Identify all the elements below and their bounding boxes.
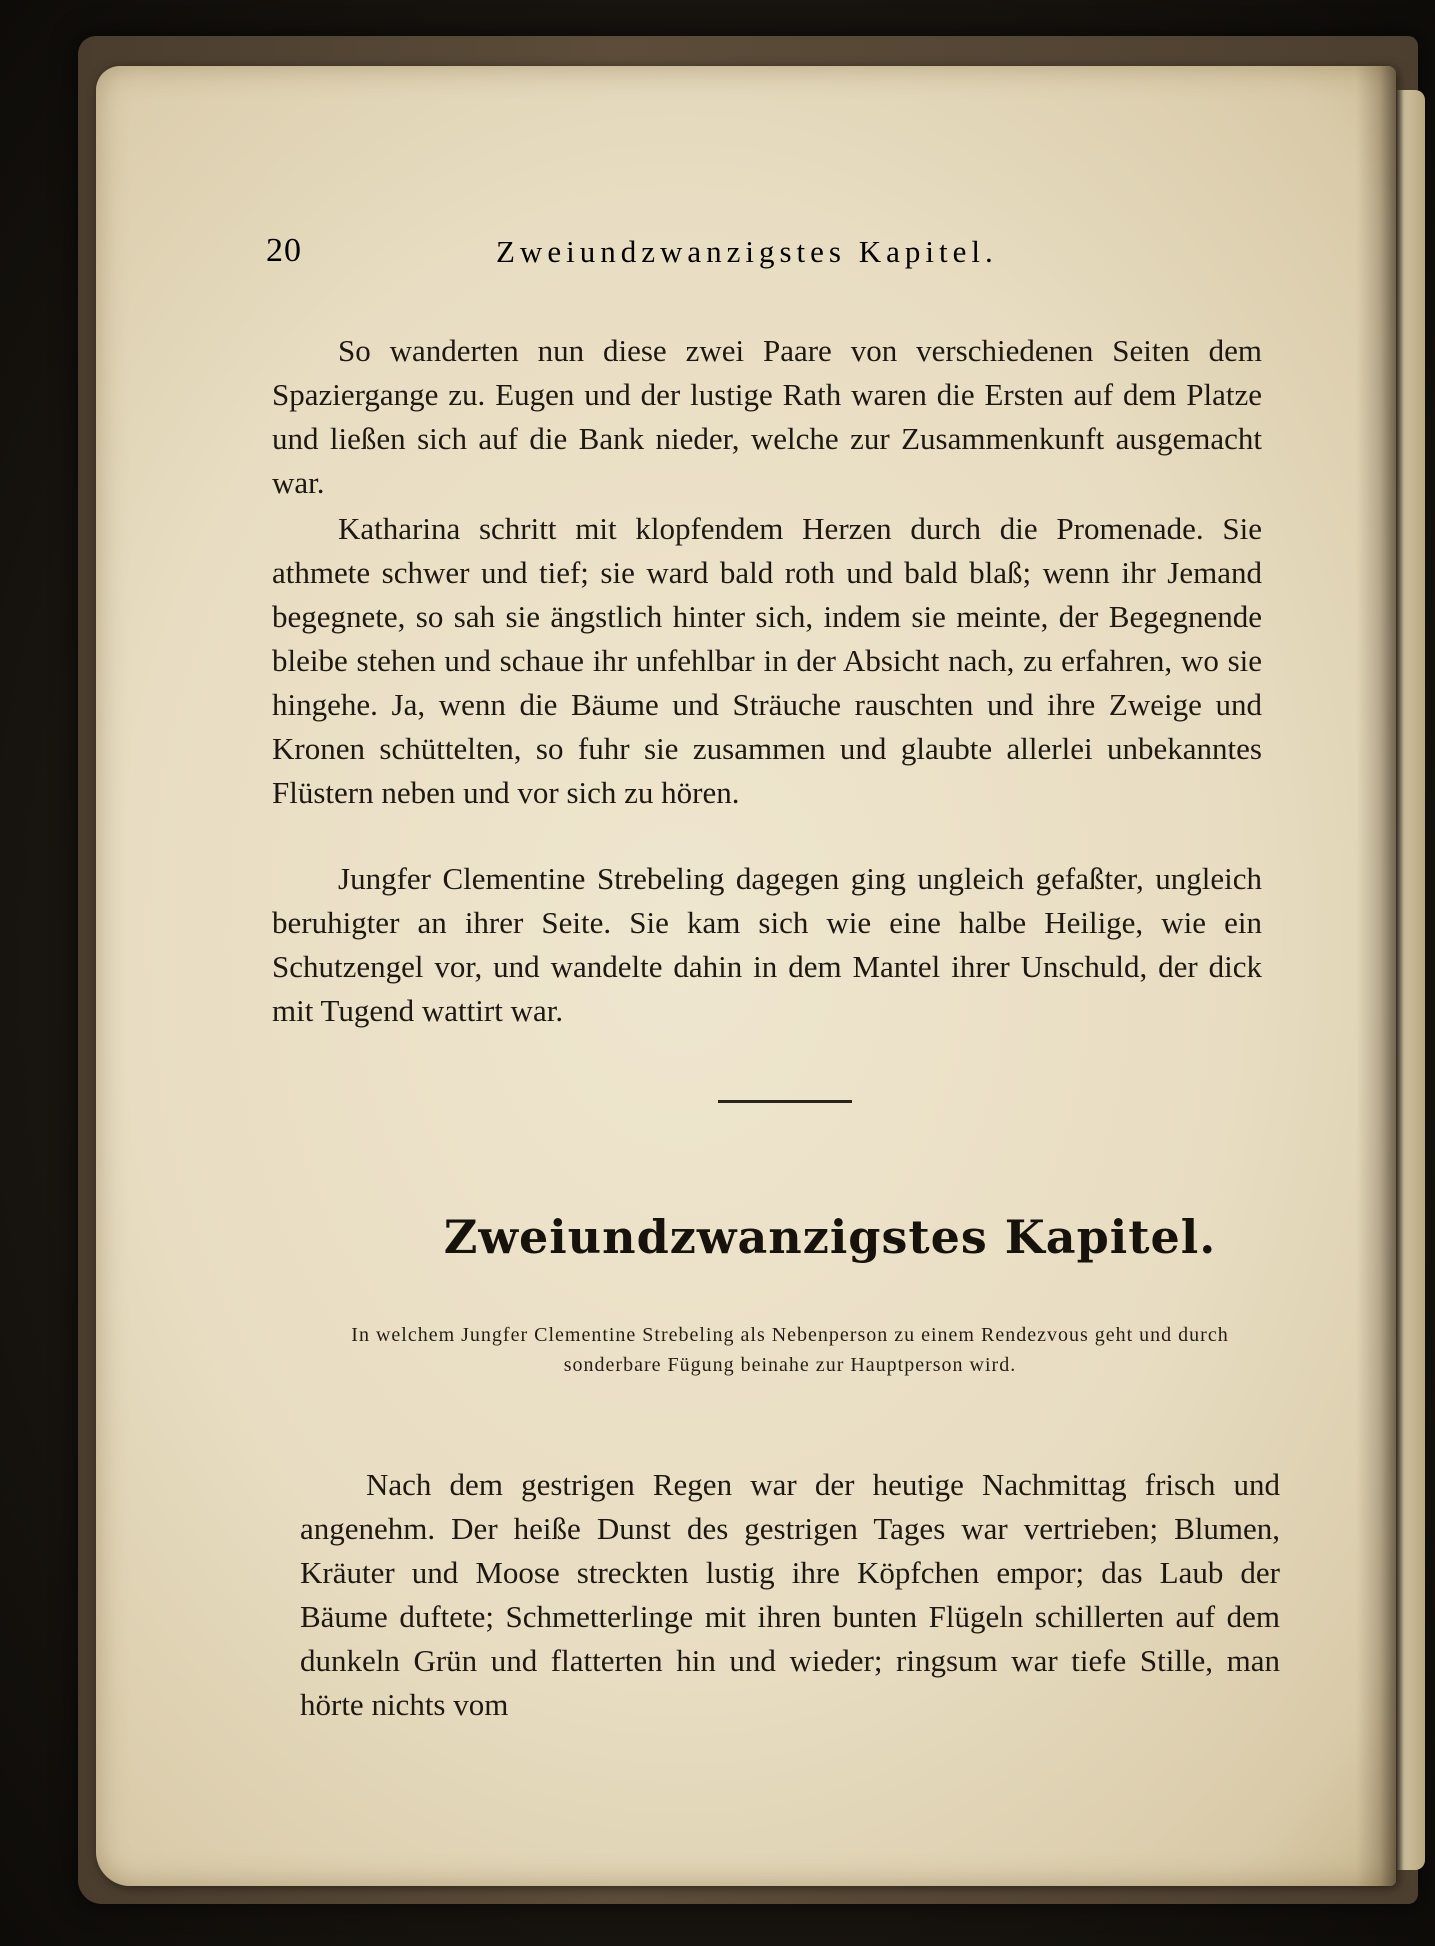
body-paragraph: Jungfer Clementine Strebeling dagegen ging ungleich gefaßter, ungleich beruhigter an ihrer Seite. Sie kam sich wie eine halbe Heilige, wie ein Schutzengel vor, und wandelte dahin in dem Mantel ihrer Unschuld, der dick mit Tugend wattirt war. xyxy=(272,861,1262,1028)
page-number: 20 xyxy=(266,232,302,269)
facing-page-edge xyxy=(1395,90,1425,1870)
page-header xyxy=(96,232,1236,282)
section-divider xyxy=(718,1100,852,1103)
running-head: Zweiundzwanzigstes Kapitel. xyxy=(496,234,998,269)
body-paragraph: So wanderten nun diese zwei Paare von verschiedenen Seiten dem Spaziergange zu. Eugen und der lustige Rath waren die Ersten auf dem Platze und ließen sich auf die Bank nieder, welche zur Zusammenkunft ausgemacht war. xyxy=(272,333,1262,500)
body-paragraph: Katharina schritt mit klopfendem Herzen durch die Promenade. Sie athmete schwer und tief; sie ward bald roth und bald blaß; wenn ihr Jemand begegnete, so sah sie ängstlich hinter sich, indem sie meinte, der Begegnende bleibe stehen und schaue ihr unfehlbar in der Absicht nach, zu erfahren, wo sie hingehe. Ja, wenn die Bäume und Sträuche rauschten und ihre Zweige und Kronen schüttelten, so fuhr sie zusammen und glaubte allerlei unbekanntes Flüstern neben und vor sich zu hören. xyxy=(272,511,1262,810)
chapter-title: Zweiundzwanzigstes Kapitel. xyxy=(443,1210,1217,1264)
chapter-summary: In welchem Jungfer Clementine Strebeling als Nebenperson zu einem Rendezvous geht und durch sonderbare Fügung beinahe zur Hauptperson wird. xyxy=(351,1324,1229,1376)
chapter-opening-paragraph: Nach dem gestrigen Regen war der heutige Nachmittag frisch und angenehm. Der heiße Dunst des gestrigen Tages war vertrieben; Blumen, Kräuter und Moose streckten lustig ihre Köpfchen empor; das Laub der Bäume duftete; Schmetterlinge mit ihren bunten Flügeln schillerten auf dem dunkeln Grün und flatterten hin und wieder; ringsum war tiefe Stille, man hörte nichts vom xyxy=(300,1467,1280,1722)
